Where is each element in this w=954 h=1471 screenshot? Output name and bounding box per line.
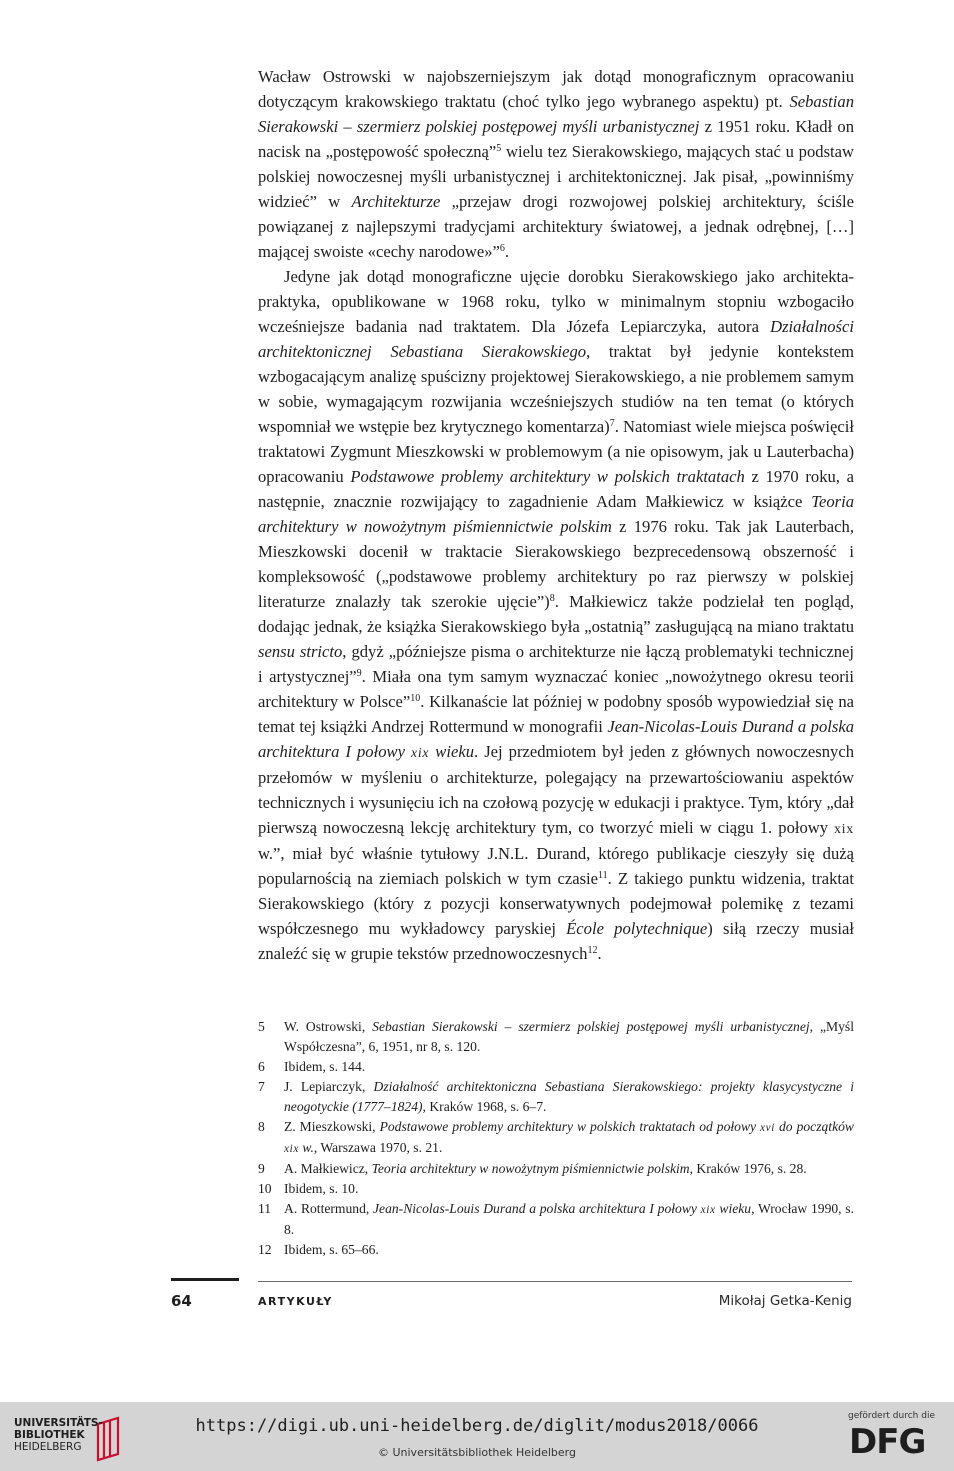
footnote — [258, 1240, 854, 1260]
text-run: Działalność architektoniczna Sebastiana Sierakowskiego: projekty klasycystyczne i neogotyckie (1777–1824) — [284, 1079, 854, 1114]
text-run: . — [597, 944, 602, 963]
text-run: . Małkiewicz także podzielał ten pogląd, dodając jednak, że książka Sierakowskiego była „ostatnią” zasługującą na miano traktatu — [258, 592, 854, 636]
text-run: A. Rottermund, — [284, 1201, 374, 1216]
text-run: wielu tez Sierakowskiego, mających stać u podstaw polskiej nowoczesnej myśli urbanistycznej i architektonicznej. Jak pisał, „powinniśmy widzieć” w — [258, 142, 854, 211]
text-run: w.”, miał być właśnie tytułowy J.N.L. Durand, którego publikacje cieszyły się dużą popularnością na ziemiach polskich w tym czasie — [258, 844, 854, 888]
text-run: „przejaw drogi rozwojowej polskiej architektury, ściśle powiązanej z najlepszymi tradycjami architektury światowej, a jednak odrębnej, […] mającej swoiste «cechy narodowe»” — [258, 192, 854, 261]
text-run: xix — [410, 745, 430, 760]
copyright-notice: © Universitätsbibliothek Heidelberg — [377, 1446, 576, 1459]
body-text — [258, 64, 854, 966]
footnote — [258, 1057, 854, 1077]
text-run: , Kraków 1968, s. 6–7. — [422, 1099, 547, 1114]
text-run: . — [504, 242, 510, 261]
text-run: , Warszawa 1970, s. 21. — [313, 1140, 443, 1155]
footnote-number: 9 — [258, 1161, 265, 1176]
text-run: Architekturze — [351, 192, 441, 211]
text-run: . Z takiego punktu widzenia, traktat Sierakowskiego (który z pozycji konserwatywnych podejmował polemikę z tezami współczesnego mu wykładowcy paryskiej — [258, 869, 854, 938]
text-run: w. — [299, 1140, 314, 1155]
section-label: ARTYKUŁY — [258, 1295, 333, 1308]
footnote-number: 8 — [258, 1119, 265, 1134]
text-run: J. Lepiarczyk, — [284, 1079, 374, 1094]
footnote-ref[interactable]: 12 — [587, 945, 598, 956]
text-run: xix — [700, 1204, 716, 1216]
text-run: z 1976 roku. Tak jak Lauterbach, Mieszkowski docenił w traktacie Sierakowskiego bezprecedensową obszerność i kompleksowość („podstawowe problemy architektury po raz pierwszy w polskiej literaturze znalazły tak szerokie ujęcie”) — [258, 517, 854, 611]
text-run: Z. Mieszkowski, — [284, 1119, 380, 1134]
text-run: Sebastian Sierakowski – szermierz polskiej postępowej myśli urbanistycznej — [258, 92, 854, 136]
footnote-number: 6 — [258, 1059, 265, 1074]
body-paragraph — [258, 264, 854, 966]
text-run: Teoria architektury w nowożytnym piśmiennictwie polskim — [258, 492, 854, 536]
text-run: do początków — [775, 1119, 854, 1134]
footnote-ref[interactable]: 10 — [410, 693, 421, 704]
footer-thin-rule — [258, 1281, 852, 1282]
footnote-ref[interactable]: 5 — [496, 143, 502, 154]
text-run: , traktat był jedynie kontekstem wzbogacającym analizę spuścizny projektowej Sierakowskiego, a nie problemem samym w sobie, wymagającym rozwijania wcześniejszych studiów na ten temat (o których wspomniał we wstępie bez krytycznego komentarza) — [258, 342, 854, 436]
footnote — [258, 1117, 854, 1159]
text-run: Ibidem, s. 65–66. — [284, 1242, 379, 1257]
text-run: Teoria architektury w nowożytnym piśmiennictwie polskim — [371, 1161, 690, 1176]
text-run: wieku — [715, 1201, 752, 1216]
footnote-number: 7 — [258, 1079, 265, 1094]
text-run: . Natomiast wiele miejsca poświęcił traktatowi Zygmunt Mieszkowski w problemowym (a nie opisowym, jak u Lauterbacha) opracowaniu — [258, 417, 854, 486]
text-run: ) siłą rzeczy musiał znaleźć się w grupie tekstów przednowoczesnych — [258, 919, 855, 963]
library-footer-bar — [0, 1402, 954, 1471]
footer-thick-rule — [171, 1278, 239, 1281]
text-run: , Kraków 1976, s. 28. — [689, 1161, 807, 1176]
text-run: z 1970 roku, a następnie, znacznie rozwijający to zagadnienie Adam Małkiewicz w książce — [258, 467, 854, 511]
text-run: Wacław Ostrowski w najobszerniejszym jak dotąd monograficznym opracowaniu dotyczącym krakowskiego traktatu (choć tylko jego wybranego aspektu) pt. — [258, 67, 854, 111]
footnote-number: 12 — [258, 1242, 272, 1257]
footnote-number: 11 — [258, 1201, 272, 1216]
text-run: Jean-Nicolas-Louis Durand a polska architektura I połowy — [258, 717, 854, 761]
text-run: Działalności architektonicznej Sebastiana Sierakowskiego — [258, 317, 854, 361]
body-paragraph — [258, 64, 854, 264]
permalink-url[interactable]: https://digi.ub.uni-heidelberg.de/diglit/modus2018/0066 — [195, 1416, 759, 1436]
text-run: A. Małkiewicz, — [284, 1161, 372, 1176]
author-label: Mikołaj Getka-Kenig — [718, 1293, 852, 1309]
footnote — [258, 1017, 854, 1057]
text-run: École polytechnique — [566, 919, 708, 938]
text-run: . Kilkanaście lat później w podobny sposób wypowiedział się na temat tej książki Andrzej Rottermund w monografii — [258, 692, 854, 736]
dfg-logo: DFG — [849, 1422, 926, 1462]
text-run: . Jej przedmiotem był jeden z głównych nowoczesnych przełomów w myśleniu o architekturze, polegający na przewartościowaniu aspektów technicznych i wysunięciu ich na czołową pozycję w edukacji i praktyce. Tym, który „dał pierwszą nowoczesną lekcję architektury tym, co tworzyć mieli w ciągu 1. połowy — [258, 742, 855, 837]
footnote-number: 5 — [258, 1019, 265, 1034]
footnote-ref[interactable]: 8 — [549, 593, 555, 604]
logo-line-2: BIBLIOTHEK — [14, 1429, 85, 1441]
text-run: Jean-Nicolas-Louis Durand a polska architektura I połowy — [373, 1201, 701, 1216]
text-run: , gdyż „późniejsze pisma o architekturze nie łączą problematyki technicznej i artystycznej” — [258, 642, 854, 686]
footnote-ref[interactable]: 7 — [609, 418, 615, 429]
footnote — [258, 1077, 854, 1117]
footnotes — [258, 1017, 854, 1260]
text-run: xix — [834, 821, 854, 836]
text-run: Podstawowe problemy architektury w polskich traktatach — [350, 467, 745, 486]
footnote-ref[interactable]: 11 — [598, 870, 608, 881]
footnote-ref[interactable]: 9 — [356, 668, 362, 679]
text-run: , „Myśl Współczesna”, 6, 1951, nr 8, s. 120. — [284, 1019, 854, 1054]
text-run: Jedyne jak dotąd monograficzne ujęcie dorobku Sierakowskiego jako architekta-praktyka, opublikowane w 1968 roku, tylko w minimalnym stopniu wzbogaciło wcześniejsze badania nad traktatem. Dla Józefa Lepiarczyka, autora — [258, 267, 854, 336]
footnote — [258, 1179, 854, 1199]
footnote-number: 10 — [258, 1181, 272, 1196]
text-run: , Wrocław 1990, s. 8. — [284, 1201, 854, 1237]
dfg-funded-by-label: gefördert durch die — [848, 1411, 935, 1421]
footnote-ref[interactable]: 6 — [499, 243, 505, 254]
text-run: W. Ostrowski, — [284, 1019, 373, 1034]
text-run: wieku — [429, 742, 475, 761]
text-run: z 1951 roku. Kładł on nacisk na „postępowość społeczną” — [258, 117, 854, 161]
logo-line-1: UNIVERSITÄTS- — [14, 1417, 103, 1429]
text-run: sensu stricto — [258, 642, 343, 661]
footnote — [258, 1199, 854, 1240]
text-run: Ibidem, s. 10. — [284, 1181, 359, 1196]
page-number: 64 — [171, 1292, 192, 1310]
text-run: Sebastian Sierakowski – szermierz polskiej postępowej myśli urbanistycznej — [372, 1019, 810, 1034]
text-run: . Miała ona tym samym wyznaczać koniec „nowożytnego okresu teorii architektury w Polsce” — [258, 667, 854, 711]
text-run: xix — [284, 1143, 299, 1155]
text-run: Podstawowe problemy architektury w polskich traktatach od połowy — [379, 1119, 761, 1134]
logo-line-3: HEIDELBERG — [14, 1441, 82, 1453]
footnote — [258, 1159, 854, 1179]
text-run: xvi — [760, 1122, 776, 1134]
text-run: Ibidem, s. 144. — [284, 1059, 366, 1074]
